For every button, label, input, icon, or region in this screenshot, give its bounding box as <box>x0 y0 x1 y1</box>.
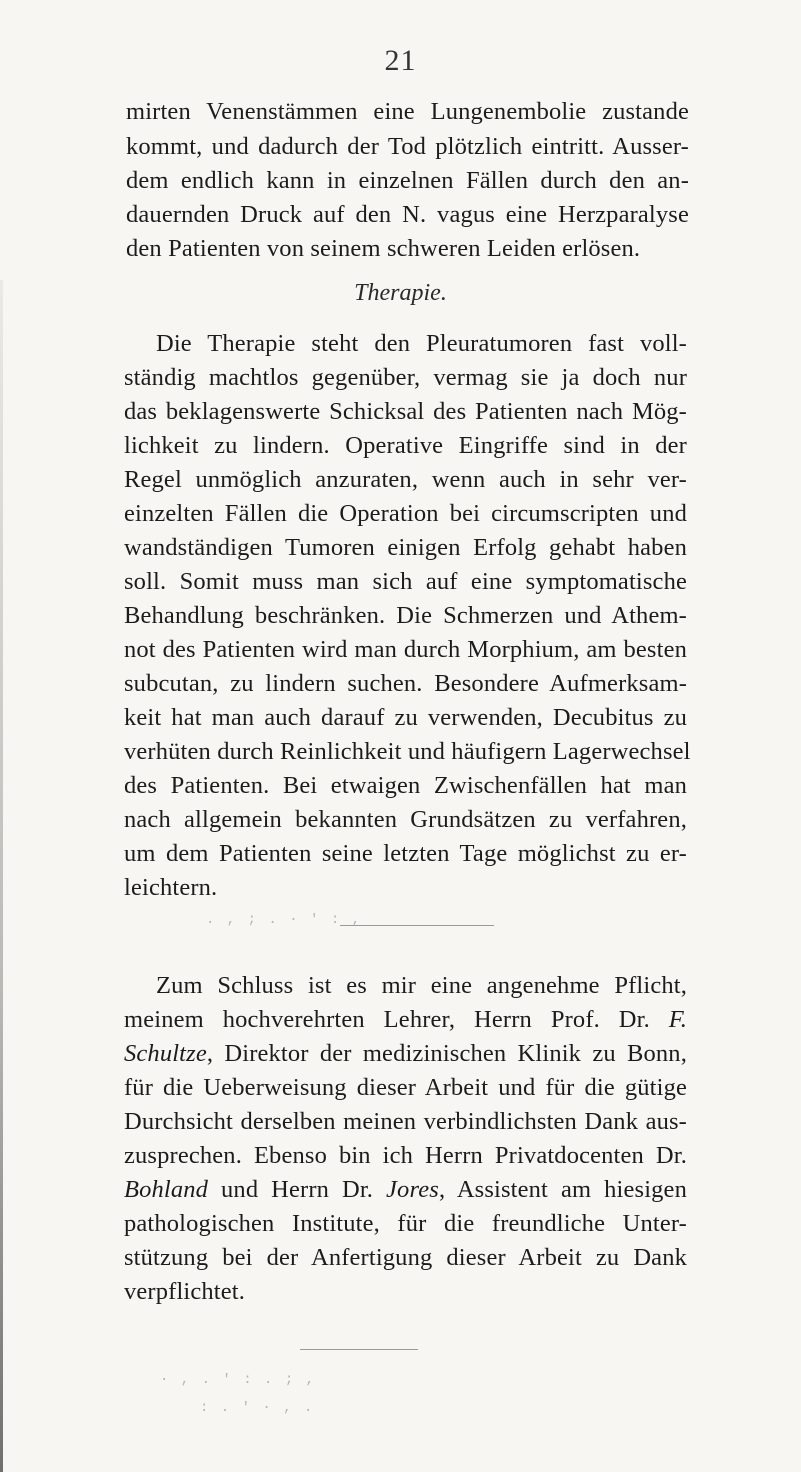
text-line: leichtern. <box>124 874 218 901</box>
text-line <box>124 1040 687 1068</box>
author-name: Bohland <box>124 1176 209 1203</box>
text-line: dauernden Druck auf den N. vagus eine Herzparalyse <box>126 201 689 228</box>
text-line: des Patienten. Bei etwaigen Zwischenfällen hat man <box>124 772 687 799</box>
text-line: Die Therapie steht den Pleuratumoren fast voll- <box>156 330 687 357</box>
text-line: not des Patienten wird man durch Morphium, am besten <box>124 636 687 663</box>
separator-rule <box>340 925 494 926</box>
page-number: 21 <box>384 44 417 77</box>
scan-noise: . , ; . · ' : , <box>206 912 363 928</box>
text-line: verpflichtet. <box>124 1278 245 1305</box>
author-name: Jores <box>386 1176 439 1203</box>
text-line: nach allgemein bekannten Grundsätzen zu verfahren, <box>124 806 687 833</box>
text-line: Zum Schluss ist es mir eine angenehme Pflicht, <box>156 972 687 999</box>
text-line: ständig machtlos gegenüber, vermag sie ja doch nur <box>124 364 687 391</box>
left-binding-edge <box>0 280 3 1472</box>
text-line <box>124 1006 687 1034</box>
text-line: für die Ueberweisung dieser Arbeit und für die gütige <box>124 1074 687 1101</box>
text-line: soll. Somit muss man sich auf eine symptomatische <box>124 568 687 595</box>
text-line: das beklagenswerte Schicksal des Patienten nach Mög- <box>124 398 687 425</box>
text-line: kommt, und dadurch der Tod plötzlich eintritt. Ausser- <box>126 133 689 160</box>
scan-noise: : . ' · , . <box>200 1400 315 1416</box>
text-line: mirten Venenstämmen eine Lungenembolie zustande <box>126 98 689 125</box>
text-line: dem endlich kann in einzelnen Fällen durch den an- <box>126 167 689 194</box>
scan-noise: · , . ' : . ; , <box>160 1372 317 1388</box>
text-line: keit hat man auch darauf zu verwenden, Decubitus zu <box>124 704 687 731</box>
text-line: den Patienten von seinem schweren Leiden erlösen. <box>126 235 641 262</box>
text-line <box>124 1176 687 1204</box>
section-heading: Therapie. <box>354 280 447 306</box>
text-fragment: , Assistent am hiesigen <box>438 1176 687 1203</box>
text-line: Durchsicht derselben meinen verbindlichsten Dank aus- <box>124 1108 687 1135</box>
text-line: lichkeit zu lindern. Operative Eingriffe sind in der <box>124 432 687 459</box>
text-line: pathologischen Institute, für die freundliche Unter- <box>124 1210 687 1237</box>
text-line: wandständigen Tumoren einigen Erfolg gehabt haben <box>124 534 687 561</box>
author-initial: F. <box>668 1006 687 1033</box>
text-fragment: , Direktor der medizinischen Klinik zu Bonn, <box>206 1040 687 1067</box>
text-line: einzelten Fällen die Operation bei circumscripten und <box>124 500 687 527</box>
author-name: Schultze <box>124 1040 207 1067</box>
text-fragment: und Herrn Dr. <box>208 1176 387 1203</box>
text-line: verhüten durch Reinlichkeit und häufigern Lagerwechsel <box>124 738 691 765</box>
text-line: zusprechen. Ebenso bin ich Herrn Privatdocenten Dr. <box>124 1142 687 1169</box>
separator-rule <box>300 1349 418 1350</box>
text-line: subcutan, zu lindern suchen. Besondere Aufmerksam- <box>124 670 687 697</box>
text-line: um dem Patienten seine letzten Tage möglichst zu er- <box>124 840 687 867</box>
text-fragment: meinem hochverehrten Lehrer, Herrn Prof. Dr. <box>124 1006 669 1033</box>
text-line: Regel unmöglich anzuraten, wenn auch in sehr ver- <box>124 466 687 493</box>
text-line: stützung bei der Anfertigung dieser Arbeit zu Dank <box>124 1244 687 1271</box>
text-line: Behandlung beschränken. Die Schmerzen und Athem- <box>124 602 687 629</box>
